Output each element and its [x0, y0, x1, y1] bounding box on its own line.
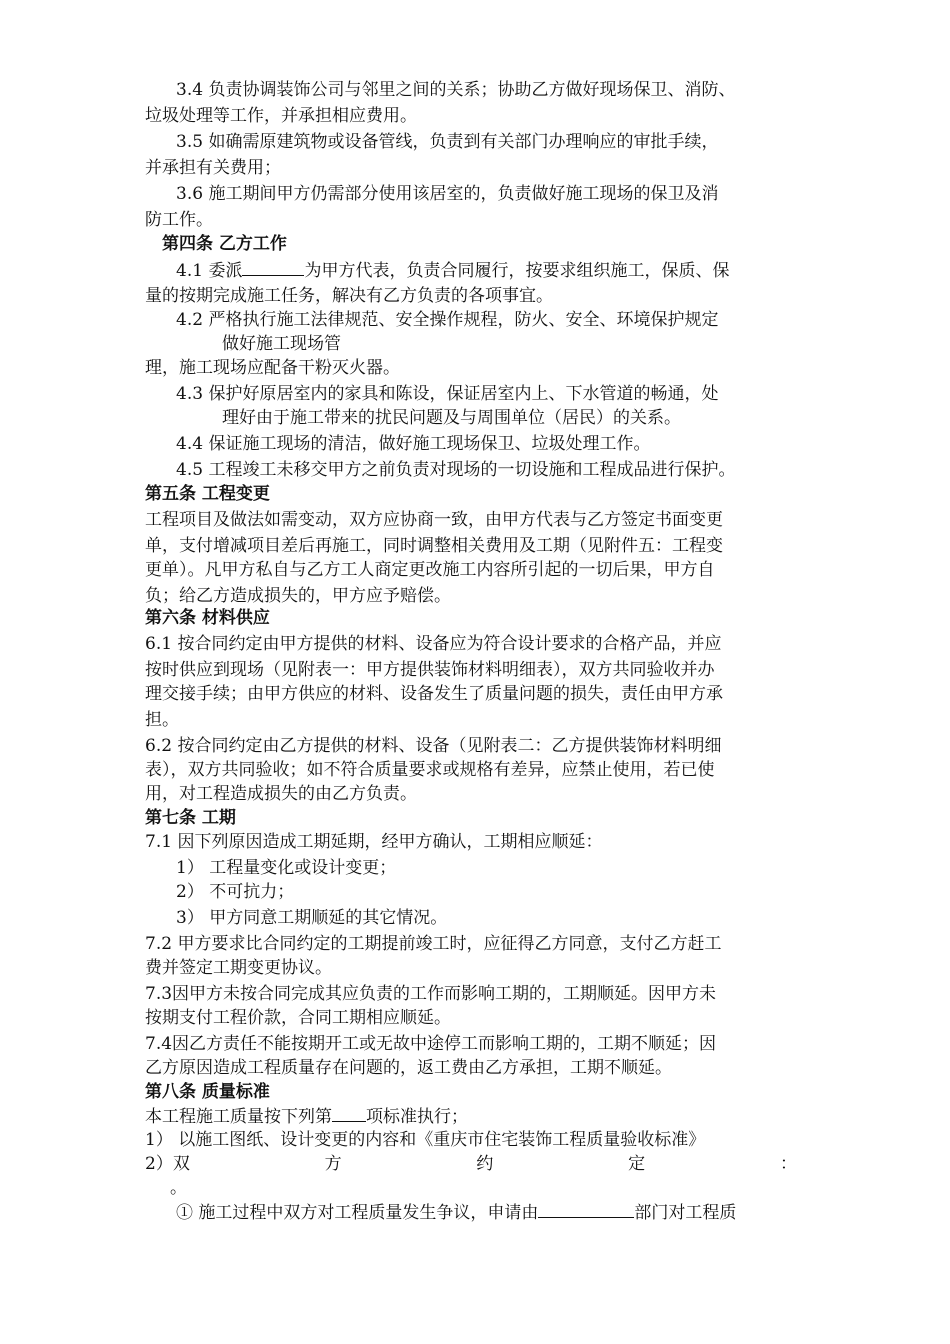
clause-4-1-text-a: 4.1 委派 — [176, 261, 243, 281]
clause-6-1-line-3: 理交接手续；由甲方供应的材料、设备发生了质量问题的损失，责任由甲方承 — [145, 684, 723, 704]
item-2-part-1: 2）双 — [145, 1154, 190, 1174]
clause-4-4: 4.4 保证施工现场的清洁，做好施工现场保卫、垃圾处理工作。 — [176, 434, 651, 454]
dispute-clause-text-b: 部门对工程质 — [634, 1203, 737, 1223]
item-2-part-2: 方 — [324, 1154, 342, 1174]
clause-4-3-line-2: 理好由于施工带来的扰民问题及与周围单位（居民）的关系。 — [222, 408, 681, 428]
article-8-intro-text-a: 本工程施工质量按下列第 — [145, 1107, 332, 1127]
clause-4-2-line-3: 理，施工现场应配备干粉灭火器。 — [145, 358, 400, 378]
clause-3-4-line-2: 垃圾处理等工作，并承担相应费用。 — [145, 106, 417, 126]
standard-item-2-end: 。 — [170, 1178, 187, 1198]
item-2-part-3: 约 — [476, 1154, 494, 1174]
clause-4-5: 4.5 工程竣工未移交甲方之前负责对现场的一切设施和工程成品进行保护。 — [176, 460, 736, 480]
clause-3-6-line-2: 防工作。 — [145, 210, 213, 230]
article-5-line-4: 负；给乙方造成损失的，甲方应予赔偿。 — [145, 586, 451, 606]
clause-7-3-line-2: 按期支付工程价款，合同工期相应顺延。 — [145, 1008, 451, 1028]
clause-7-2-line-1: 7.2 甲方要求比合同约定的工期提前竣工时，应征得乙方同意，支付乙方赶工 — [145, 934, 722, 954]
item-2-part-5: ： — [779, 1154, 797, 1174]
clause-7-1-item-1: 1） 工程量变化或设计变更； — [176, 858, 397, 878]
clause-4-2-line-2: 做好施工现场管 — [222, 334, 341, 354]
clause-6-2-line-1: 6.2 按合同约定由乙方提供的材料、设备（见附表二：乙方提供装饰材料明细 — [145, 736, 722, 756]
clause-7-2-line-2: 费并签定工期变更协议。 — [145, 958, 332, 978]
article-5-line-1: 工程项目及做法如需变动，双方应协商一致，由甲方代表与乙方签定书面变更 — [145, 510, 723, 530]
standard-item-1: 1） 以施工图纸、设计变更的内容和《重庆市住宅装饰工程质量验收标准》 — [145, 1130, 706, 1150]
clause-4-2-line-1: 4.2 严格执行施工法律规范、安全操作规程，防火、安全、环境保护规定 — [176, 310, 719, 330]
clause-3-5-line-1: 3.5 如确需原建筑物或设备管线，负责到有关部门办理响应的审批手续， — [176, 132, 719, 152]
clause-4-3-line-1: 4.3 保护好原居室内的家具和陈设，保证居室内上、下水管道的畅通，处 — [176, 384, 719, 404]
clause-4-1-line-1 — [176, 258, 729, 282]
clause-7-1-item-2: 2） 不可抗力； — [176, 882, 295, 902]
clause-6-1-line-1: 6.1 按合同约定由甲方提供的材料、设备应为符合设计要求的合格产品，并应 — [145, 634, 722, 654]
article-8-intro — [145, 1104, 468, 1128]
clause-6-1-line-4: 担。 — [145, 710, 179, 730]
clause-3-5-line-2: 并承担有关费用； — [145, 158, 281, 178]
representative-blank — [242, 258, 304, 276]
clause-6-1-line-2: 按时供应到现场（见附表一：甲方提供装饰材料明细表），双方共同验收并办 — [145, 660, 715, 680]
standard-item-2 — [145, 1152, 797, 1176]
article-8-intro-text-b: 项标准执行； — [366, 1107, 468, 1127]
clause-7-4-line-1: 7.4因乙方责任不能按期开工或无故中途停工而影响工期的，工期不顺延；因 — [145, 1034, 717, 1054]
article-5-line-3: 更单）。凡甲方私自与乙方工人商定更改施工内容所引起的一切后果，甲方自 — [145, 560, 715, 580]
dispute-clause-line-1 — [176, 1200, 736, 1224]
clause-6-2-line-2: 表），双方共同验收；如不符合质量要求或规格有差异，应禁止使用，若已使 — [145, 760, 715, 780]
clause-3-4-line-1: 3.4 负责协调装饰公司与邻里之间的关系；协助乙方做好现场保卫、消防、 — [176, 80, 736, 100]
article-5-line-2: 单，支付增减项目差后再施工，同时调整相关费用及工期（见附件五：工程变 — [145, 536, 723, 556]
article-8-heading: 第八条 质量标准 — [145, 1082, 270, 1102]
article-4-heading: 第四条 乙方工作 — [162, 234, 287, 254]
clause-3-6-line-1: 3.6 施工期间甲方仍需部分使用该居室的，负责做好施工现场的保卫及消 — [176, 184, 719, 204]
item-2-part-4: 定 — [628, 1154, 646, 1174]
clause-7-1: 7.1 因下列原因造成工期延期，经甲方确认，工期相应顺延： — [145, 832, 603, 852]
department-blank — [538, 1200, 634, 1218]
clause-4-1-text-b: 为甲方代表，负责合同履行，按要求组织施工，保质、保 — [304, 261, 730, 281]
article-5-heading: 第五条 工程变更 — [145, 484, 270, 504]
clause-7-3-line-1: 7.3因甲方未按合同完成其应负责的工作而影响工期的，工期顺延。因甲方未 — [145, 984, 717, 1004]
clause-7-1-item-3: 3） 甲方同意工期顺延的其它情况。 — [176, 908, 448, 928]
clause-6-2-line-3: 用，对工程造成损失的由乙方负责。 — [145, 784, 417, 804]
clause-4-1-line-2: 量的按期完成施工任务，解决有乙方负责的各项事宜。 — [145, 286, 553, 306]
article-7-heading: 第七条 工期 — [145, 808, 236, 828]
standard-number-blank — [332, 1104, 366, 1122]
clause-7-4-line-2: 乙方原因造成工程质量存在问题的，返工费由乙方承担，工期不顺延。 — [145, 1058, 672, 1078]
article-6-heading: 第六条 材料供应 — [145, 608, 270, 628]
dispute-clause-text-a: ① 施工过程中双方对工程质量发生争议，申请由 — [176, 1203, 539, 1223]
